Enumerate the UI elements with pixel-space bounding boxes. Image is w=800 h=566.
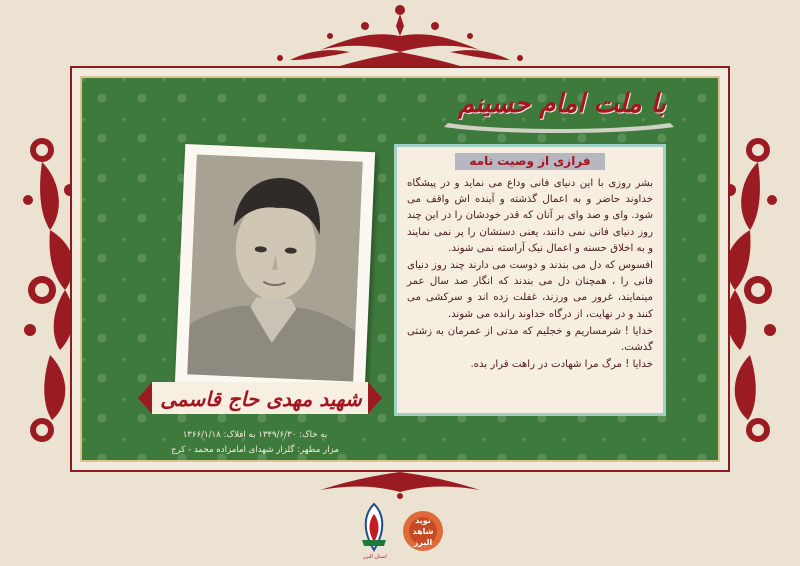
will-heading: فرازی از وصیت نامه (455, 153, 605, 170)
martyr-photo (187, 154, 362, 381)
will-paragraph: افسوس که دل می بندند و دوست می دارند چند روز دنیای فانی را ، همچنان دل می بندند که انگار صد سال عمر مینمایند، غرور می ورزند، غفلت زده اند و سرکشی می کنند و در نهایت، از درگاه خداوند رانده می شوند. (407, 260, 653, 320)
martyr-dates: به خاک: ۱۳۴۹/۶/۳۰ به افلاک: ۱۳۶۶/۱/۱۸ (182, 430, 328, 440)
will-paragraph: خدایا ! شرمساریم و خجلیم که مدتی از عمرمان به زشتی گذشت. (407, 325, 653, 354)
martyr-burial: مزار مطهر: گلزار شهدای امامزاده محمد - کرج (170, 445, 340, 455)
bottom-ornament (250, 470, 550, 500)
page-title: با ملت امام حسینم (458, 89, 666, 119)
will-box (394, 144, 666, 416)
top-ornament (250, 0, 550, 66)
martyr-photo-frame (175, 144, 375, 392)
right-logo-caption: نوید شاهد البرز (412, 516, 434, 547)
martyr-name: شهید مهدی حاج قاسمی (160, 387, 362, 411)
foundation-logo-icon (356, 500, 392, 556)
portrait-icon (187, 154, 362, 381)
left-logo-caption: استان البرز (363, 554, 387, 560)
will-paragraph: بشر روزی با این دنیای فانی وداع می نماید و در پیشگاه خداوند حاضر و به اعمال گذشته و آینده اش واقف می شود. وای و صد وای بر آنان که قدر خودشان را در این چند روز دنیای فانی نمی دانند، یعنی دستشان را پر نمی نمایند و به اخلاق حسنه و اعمال نیک آراسته نمی شوند. (407, 178, 653, 254)
will-paragraph: خدایا ! مرگ مرا شهادت در راهت قرار بده. (470, 359, 653, 371)
